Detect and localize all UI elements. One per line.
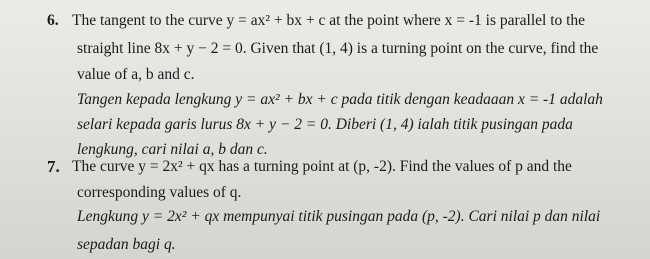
question-6-english-line-3: value of a, b and c. — [77, 66, 195, 83]
question-6-english-line-1: The tangent to the curve y = ax² + bx + c at the point where x = -1 is parallel to the — [72, 12, 586, 29]
question-6-english-line-2: straight line 8x + y − 2 = 0. Given that (1, 4) is a turning point on the curve, find the — [77, 40, 599, 57]
question-6-malay-line-1: Tangen kepada lengkung y = ax² + bx + c pada titik dengan keadaaan x = -1 adalah — [77, 91, 603, 108]
question-7-malay-line-2: sepadan bagi q. — [77, 236, 176, 253]
question-7-english-line-1: The curve y = 2x² + qx has a turning point at (p, -2). Find the values of p and the — [72, 158, 572, 175]
question-7-malay-line-1: Lengkung y = 2x² + qx mempunyai titik pusingan pada (p, -2). Cari nilai p dan nilai — [77, 208, 601, 225]
question-6-malay-line-3: lengkung, cari nilai a, b dan c. — [77, 141, 268, 158]
question-6-number: 6. — [47, 12, 59, 29]
question-6-malay-line-2: selari kepada garis lurus 8x + y − 2 = 0. Diberi (1, 4) ialah titik pusingan pada — [77, 116, 573, 133]
question-7-number: 7. — [47, 157, 60, 176]
question-7-english-line-2: corresponding values of q. — [77, 184, 242, 201]
